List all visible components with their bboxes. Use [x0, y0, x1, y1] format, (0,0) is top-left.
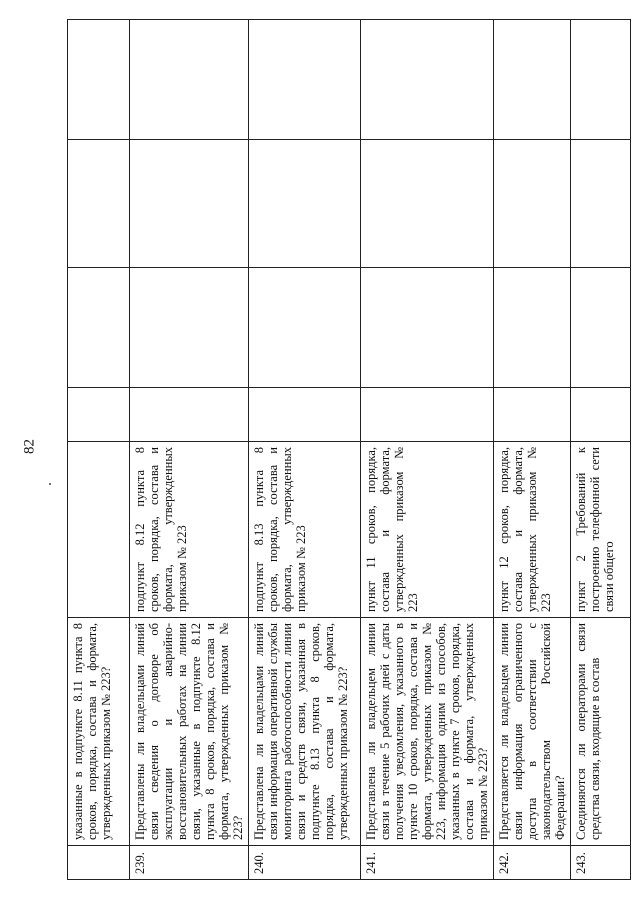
answer-cell	[68, 20, 130, 140]
table-row	[68, 20, 130, 880]
row-number: 239.	[130, 846, 249, 880]
answer-cell	[249, 20, 361, 140]
row-number	[68, 846, 130, 880]
table-row	[249, 20, 361, 880]
answer-cell	[571, 268, 631, 388]
question-cell: указанные в подпункте 8.11 пункта 8 сроков, порядка, состава и формата, утвержденных приказом № 223?	[68, 618, 130, 846]
answer-cell	[494, 20, 571, 140]
answer-cell	[68, 388, 130, 442]
row-number: 240.	[249, 846, 361, 880]
answer-cell	[130, 140, 249, 268]
reference-cell	[68, 442, 130, 618]
table-row	[494, 20, 571, 880]
question-cell: Представлена ли владельцами линий связи информация оперативной службы мониторинга работоспособности линии связи и средств связи, указанная в подпункте 8.13 пункта 8 сроков, порядка, состава и формата, утвержденных приказом № 223?	[249, 618, 361, 846]
row-number: 242.	[494, 846, 571, 880]
scan-speck	[49, 483, 51, 485]
answer-cell	[361, 388, 494, 442]
answer-cell	[249, 268, 361, 388]
answer-cell	[571, 140, 631, 268]
checklist-table	[67, 19, 631, 880]
answer-cell	[130, 388, 249, 442]
question-cell: Представлены ли владельцами линий связи сведения о договоре об эксплуатации и аварийно-восстановительных работах на линии связи, указанные в подпункте 8.12 пункта 8 сроков, порядка, состава и формата, утвержденных приказом № 223?	[130, 618, 249, 846]
answer-cell	[130, 268, 249, 388]
answer-cell	[68, 268, 130, 388]
question-cell: Представлена ли владельцем линии связи в течение 5 рабочих дней с даты получения уведомления, указанного в пункте 10 сроков, порядка, состава и формата, утвержденных приказом № 223, информация одним из способов, указанных в пункте 7 сроков, порядка, состава и формата, утвержденных приказом № 223?	[361, 618, 494, 846]
table-row	[361, 20, 494, 880]
answer-cell	[494, 140, 571, 268]
answer-cell	[494, 268, 571, 388]
reference-cell: пункт 2 Требований к построению телефонной сети связи общего	[571, 442, 631, 618]
answer-cell	[361, 140, 494, 268]
row-number: 241.	[361, 846, 494, 880]
table-row	[571, 20, 631, 880]
reference-cell: пункт 11 сроков, порядка, состава и формата, утвержденных приказом № 223	[361, 442, 494, 618]
answer-cell	[571, 388, 631, 442]
answer-cell	[494, 388, 571, 442]
answer-cell	[249, 140, 361, 268]
table-row	[130, 20, 249, 880]
answer-cell	[130, 20, 249, 140]
question-cell: Соединяются ли операторами связи средства связи, входящие в состав	[571, 618, 631, 846]
reference-cell: подпункт 8.12 пункта 8 сроков, порядка, состава и формата, утвержденных приказом № 223	[130, 442, 249, 618]
reference-cell: подпункт 8.13 пункта 8 сроков, порядка, состава и формата, утвержденных приказом № 223	[249, 442, 361, 618]
rotated-table-container	[67, 20, 616, 880]
page-number: 82	[21, 439, 38, 454]
question-cell: Представляется ли владельцем линии связи информация ограниченного доступа в соответствии с законодательством Российской Федерации?	[494, 618, 571, 846]
answer-cell	[361, 20, 494, 140]
row-number: 243.	[571, 846, 631, 880]
answer-cell	[68, 140, 130, 268]
answer-cell	[571, 20, 631, 140]
reference-cell: пункт 12 сроков, порядка, состава и формата, утвержденных приказом № 223	[494, 442, 571, 618]
answer-cell	[249, 388, 361, 442]
answer-cell	[361, 268, 494, 388]
